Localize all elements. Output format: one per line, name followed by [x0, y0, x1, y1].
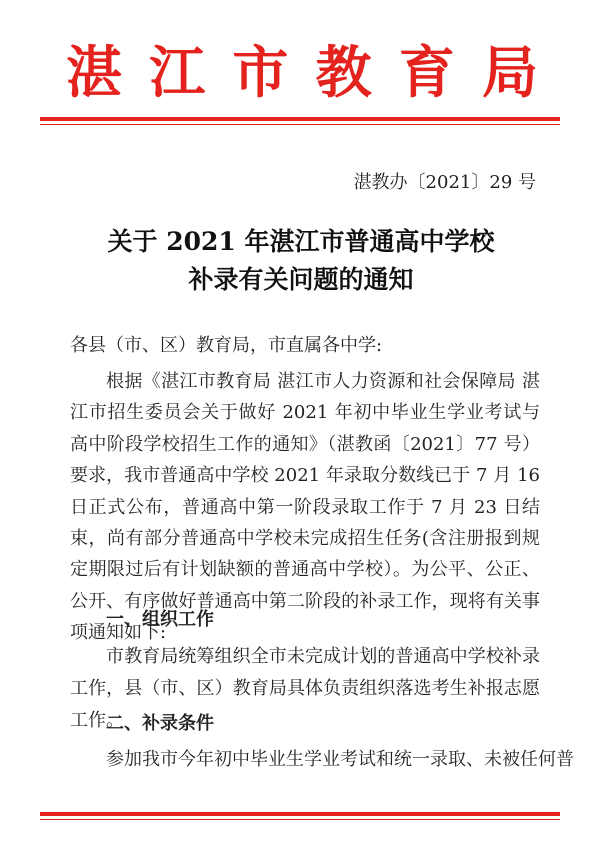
document-title-line2: 补录有关问题的通知 [188, 265, 414, 294]
letterhead-char: 江 [149, 40, 206, 106]
section-heading-conditions: 二、补录条件 [106, 713, 214, 734]
paragraph-organization: 市教育局统筹组织全市未完成计划的普通高中学校补录工作，县（市、区）教育局具体负责组织落选考生补报志愿工作。 [70, 646, 540, 731]
letterhead [0, 38, 602, 108]
salutation: 各县（市、区）教育局，市直属各中学: [70, 335, 383, 356]
document-number: 湛教办〔2021〕29 号 [353, 172, 536, 193]
letterhead-char: 教 [315, 40, 372, 106]
letterhead-char: 局 [481, 40, 538, 106]
section-heading-organization: 一、组织工作 [106, 609, 214, 630]
paragraph-conditions: 参加我市今年初中毕业生学业考试和统一录取、未被任何普 [106, 749, 574, 770]
footer-red-rule-thick [40, 812, 560, 816]
letterhead-char: 市 [232, 40, 289, 106]
paragraph-intro: 根据《湛江市教育局 湛江市人力资源和社会保障局 湛江市招生委员会关于做好 2021 年初中毕业生学业考试与高中阶段学校招生工作的通知》（湛教函〔2021〕77 号）要求，我市普通高中学校 2021 年录取分数线已于 7 月 16 日正式公布，普通高中第一阶段录取工作于 7 月 23 日结束，尚有部分普通高中学校未完成招生任务(含注册报到规定期限过后有计划缺额的普通高中学校）。为公平、公正、公开、有序做好普通高中第二阶段的补录工作，现将有关事项通知如下: [70, 371, 540, 644]
header-red-rule-thin [40, 124, 560, 125]
footer-red-rule-thin [40, 819, 560, 820]
letterhead-title [62, 38, 542, 108]
document-title-line1: 关于 2021 年湛江市普通高中学校 [107, 227, 495, 256]
letterhead-char: 育 [398, 40, 455, 106]
header-red-rule-thick [40, 117, 560, 121]
document-title [0, 223, 602, 299]
letterhead-char: 湛 [66, 40, 122, 106]
